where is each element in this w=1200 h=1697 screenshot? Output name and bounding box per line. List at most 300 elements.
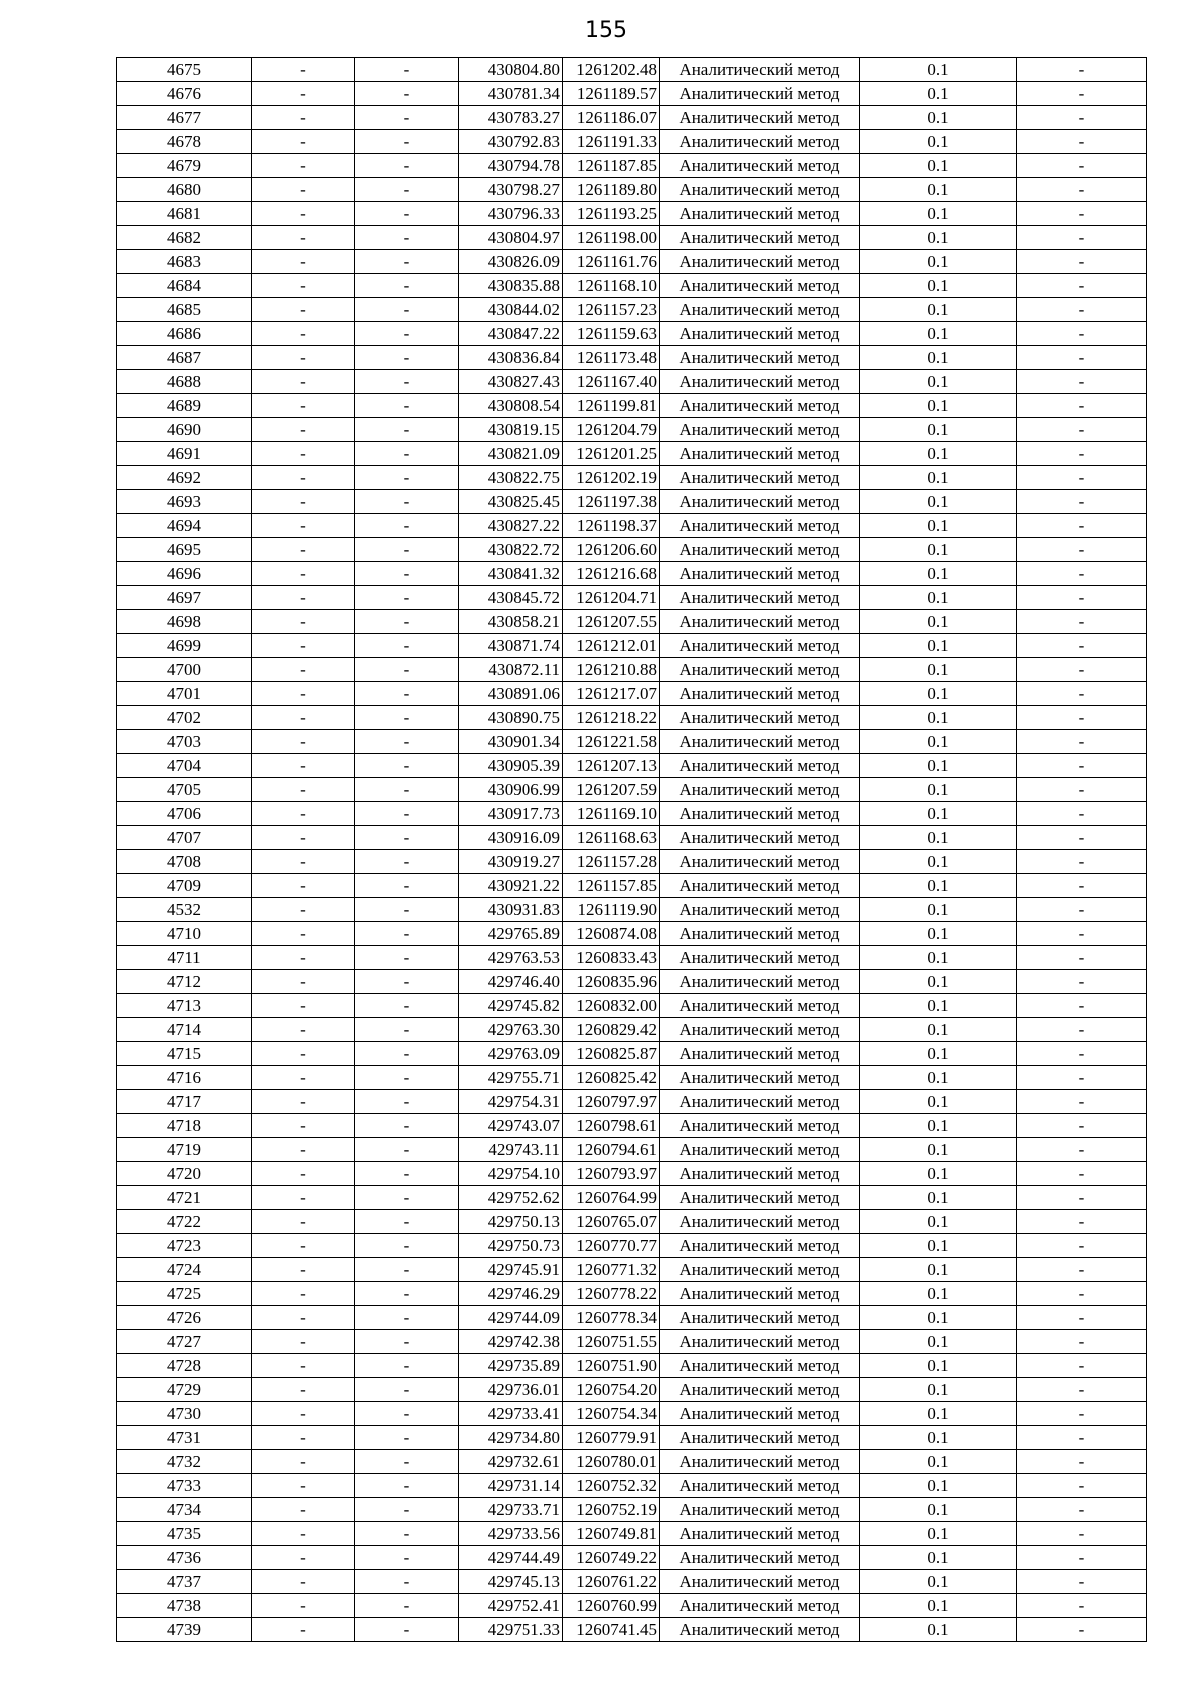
table-row <box>117 802 1147 826</box>
method-cell: Аналитический метод <box>660 1090 860 1114</box>
x-coordinate-cell: 429744.49 <box>459 1546 563 1570</box>
y-coordinate-cell: 1261204.71 <box>563 586 660 610</box>
note-cell: - <box>1017 58 1147 82</box>
y-coordinate-cell: 1260751.55 <box>563 1330 660 1354</box>
y-coordinate-cell: 1260749.81 <box>563 1522 660 1546</box>
y-coordinate-cell: 1261169.10 <box>563 802 660 826</box>
x-coordinate-cell: 430847.22 <box>459 322 563 346</box>
x-coordinate-cell: 430901.34 <box>459 730 563 754</box>
dash-cell: - <box>355 370 459 394</box>
table-row <box>117 418 1147 442</box>
dash-cell: - <box>252 58 355 82</box>
point-id-cell: 4705 <box>117 778 252 802</box>
x-coordinate-cell: 429744.09 <box>459 1306 563 1330</box>
x-coordinate-cell: 429752.62 <box>459 1186 563 1210</box>
precision-cell: 0.1 <box>860 826 1017 850</box>
dash-cell: - <box>355 1258 459 1282</box>
note-cell: - <box>1017 322 1147 346</box>
precision-cell: 0.1 <box>860 802 1017 826</box>
note-cell: - <box>1017 730 1147 754</box>
precision-cell: 0.1 <box>860 1330 1017 1354</box>
dash-cell: - <box>252 706 355 730</box>
method-cell: Аналитический метод <box>660 1138 860 1162</box>
dash-cell: - <box>355 1306 459 1330</box>
y-coordinate-cell: 1261204.79 <box>563 418 660 442</box>
x-coordinate-cell: 430819.15 <box>459 418 563 442</box>
note-cell: - <box>1017 1522 1147 1546</box>
point-id-cell: 4710 <box>117 922 252 946</box>
precision-cell: 0.1 <box>860 58 1017 82</box>
precision-cell: 0.1 <box>860 1354 1017 1378</box>
x-coordinate-cell: 430872.11 <box>459 658 563 682</box>
method-cell: Аналитический метод <box>660 658 860 682</box>
point-id-cell: 4729 <box>117 1378 252 1402</box>
precision-cell: 0.1 <box>860 658 1017 682</box>
table-row <box>117 1186 1147 1210</box>
dash-cell: - <box>355 178 459 202</box>
table-row <box>117 1234 1147 1258</box>
dash-cell: - <box>252 850 355 874</box>
dash-cell: - <box>355 1474 459 1498</box>
method-cell: Аналитический метод <box>660 154 860 178</box>
dash-cell: - <box>252 1570 355 1594</box>
point-id-cell: 4682 <box>117 226 252 250</box>
dash-cell: - <box>252 274 355 298</box>
y-coordinate-cell: 1260741.45 <box>563 1618 660 1642</box>
table-row <box>117 466 1147 490</box>
precision-cell: 0.1 <box>860 1162 1017 1186</box>
table-row <box>117 754 1147 778</box>
point-id-cell: 4693 <box>117 490 252 514</box>
point-id-cell: 4681 <box>117 202 252 226</box>
precision-cell: 0.1 <box>860 106 1017 130</box>
y-coordinate-cell: 1261199.81 <box>563 394 660 418</box>
table-row <box>117 1042 1147 1066</box>
dash-cell: - <box>355 1186 459 1210</box>
table-row <box>117 1546 1147 1570</box>
table-row <box>117 634 1147 658</box>
dash-cell: - <box>355 970 459 994</box>
point-id-cell: 4722 <box>117 1210 252 1234</box>
method-cell: Аналитический метод <box>660 490 860 514</box>
y-coordinate-cell: 1261186.07 <box>563 106 660 130</box>
note-cell: - <box>1017 754 1147 778</box>
page-number: 155 <box>585 18 627 43</box>
x-coordinate-cell: 430794.78 <box>459 154 563 178</box>
point-id-cell: 4738 <box>117 1594 252 1618</box>
method-cell: Аналитический метод <box>660 130 860 154</box>
precision-cell: 0.1 <box>860 178 1017 202</box>
x-coordinate-cell: 429735.89 <box>459 1354 563 1378</box>
dash-cell: - <box>252 1042 355 1066</box>
point-id-cell: 4718 <box>117 1114 252 1138</box>
table-row <box>117 586 1147 610</box>
note-cell: - <box>1017 1066 1147 1090</box>
precision-cell: 0.1 <box>860 322 1017 346</box>
note-cell: - <box>1017 82 1147 106</box>
point-id-cell: 4737 <box>117 1570 252 1594</box>
note-cell: - <box>1017 706 1147 730</box>
x-coordinate-cell: 429733.71 <box>459 1498 563 1522</box>
dash-cell: - <box>355 346 459 370</box>
note-cell: - <box>1017 538 1147 562</box>
point-id-cell: 4721 <box>117 1186 252 1210</box>
precision-cell: 0.1 <box>860 1618 1017 1642</box>
dash-cell: - <box>252 1594 355 1618</box>
y-coordinate-cell: 1261198.37 <box>563 514 660 538</box>
note-cell: - <box>1017 802 1147 826</box>
x-coordinate-cell: 429751.33 <box>459 1618 563 1642</box>
note-cell: - <box>1017 106 1147 130</box>
note-cell: - <box>1017 1306 1147 1330</box>
x-coordinate-cell: 430836.84 <box>459 346 563 370</box>
method-cell: Аналитический метод <box>660 634 860 658</box>
method-cell: Аналитический метод <box>660 1618 860 1642</box>
y-coordinate-cell: 1260829.42 <box>563 1018 660 1042</box>
point-id-cell: 4694 <box>117 514 252 538</box>
dash-cell: - <box>355 1114 459 1138</box>
point-id-cell: 4708 <box>117 850 252 874</box>
precision-cell: 0.1 <box>860 682 1017 706</box>
note-cell: - <box>1017 1162 1147 1186</box>
method-cell: Аналитический метод <box>660 1306 860 1330</box>
point-id-cell: 4712 <box>117 970 252 994</box>
x-coordinate-cell: 429763.09 <box>459 1042 563 1066</box>
method-cell: Аналитический метод <box>660 514 860 538</box>
note-cell: - <box>1017 610 1147 634</box>
point-id-cell: 4734 <box>117 1498 252 1522</box>
table-row <box>117 394 1147 418</box>
y-coordinate-cell: 1261212.01 <box>563 634 660 658</box>
table-row <box>117 58 1147 82</box>
y-coordinate-cell: 1261216.68 <box>563 562 660 586</box>
dash-cell: - <box>252 394 355 418</box>
note-cell: - <box>1017 1474 1147 1498</box>
dash-cell: - <box>355 682 459 706</box>
point-id-cell: 4720 <box>117 1162 252 1186</box>
method-cell: Аналитический метод <box>660 1330 860 1354</box>
method-cell: Аналитический метод <box>660 1402 860 1426</box>
x-coordinate-cell: 430798.27 <box>459 178 563 202</box>
x-coordinate-cell: 429733.41 <box>459 1402 563 1426</box>
dash-cell: - <box>355 730 459 754</box>
note-cell: - <box>1017 1138 1147 1162</box>
table-row <box>117 1258 1147 1282</box>
x-coordinate-cell: 429765.89 <box>459 922 563 946</box>
dash-cell: - <box>252 1498 355 1522</box>
x-coordinate-cell: 429754.10 <box>459 1162 563 1186</box>
y-coordinate-cell: 1260752.19 <box>563 1498 660 1522</box>
point-id-cell: 4676 <box>117 82 252 106</box>
precision-cell: 0.1 <box>860 562 1017 586</box>
y-coordinate-cell: 1260798.61 <box>563 1114 660 1138</box>
dash-cell: - <box>252 1330 355 1354</box>
dash-cell: - <box>252 1546 355 1570</box>
dash-cell: - <box>355 1618 459 1642</box>
x-coordinate-cell: 429750.73 <box>459 1234 563 1258</box>
dash-cell: - <box>252 82 355 106</box>
y-coordinate-cell: 1261202.19 <box>563 466 660 490</box>
dash-cell: - <box>252 1522 355 1546</box>
method-cell: Аналитический метод <box>660 730 860 754</box>
method-cell: Аналитический метод <box>660 922 860 946</box>
x-coordinate-cell: 429754.31 <box>459 1090 563 1114</box>
method-cell: Аналитический метод <box>660 82 860 106</box>
precision-cell: 0.1 <box>860 346 1017 370</box>
dash-cell: - <box>355 1402 459 1426</box>
y-coordinate-cell: 1261191.33 <box>563 130 660 154</box>
y-coordinate-cell: 1260765.07 <box>563 1210 660 1234</box>
method-cell: Аналитический метод <box>660 706 860 730</box>
precision-cell: 0.1 <box>860 226 1017 250</box>
note-cell: - <box>1017 418 1147 442</box>
point-id-cell: 4680 <box>117 178 252 202</box>
dash-cell: - <box>355 298 459 322</box>
dash-cell: - <box>252 658 355 682</box>
x-coordinate-cell: 430821.09 <box>459 442 563 466</box>
dash-cell: - <box>355 826 459 850</box>
dash-cell: - <box>355 1570 459 1594</box>
dash-cell: - <box>252 1186 355 1210</box>
x-coordinate-cell: 430845.72 <box>459 586 563 610</box>
precision-cell: 0.1 <box>860 778 1017 802</box>
note-cell: - <box>1017 1282 1147 1306</box>
note-cell: - <box>1017 1570 1147 1594</box>
point-id-cell: 4683 <box>117 250 252 274</box>
y-coordinate-cell: 1261168.10 <box>563 274 660 298</box>
x-coordinate-cell: 430783.27 <box>459 106 563 130</box>
y-coordinate-cell: 1261197.38 <box>563 490 660 514</box>
method-cell: Аналитический метод <box>660 466 860 490</box>
x-coordinate-cell: 430827.43 <box>459 370 563 394</box>
dash-cell: - <box>252 634 355 658</box>
note-cell: - <box>1017 490 1147 514</box>
point-id-cell: 4684 <box>117 274 252 298</box>
dash-cell: - <box>252 922 355 946</box>
y-coordinate-cell: 1261167.40 <box>563 370 660 394</box>
x-coordinate-cell: 429743.11 <box>459 1138 563 1162</box>
x-coordinate-cell: 429745.91 <box>459 1258 563 1282</box>
precision-cell: 0.1 <box>860 634 1017 658</box>
y-coordinate-cell: 1261202.48 <box>563 58 660 82</box>
table-row <box>117 1138 1147 1162</box>
point-id-cell: 4709 <box>117 874 252 898</box>
y-coordinate-cell: 1260825.42 <box>563 1066 660 1090</box>
method-cell: Аналитический метод <box>660 442 860 466</box>
y-coordinate-cell: 1260770.77 <box>563 1234 660 1258</box>
dash-cell: - <box>252 490 355 514</box>
precision-cell: 0.1 <box>860 418 1017 442</box>
dash-cell: - <box>252 106 355 130</box>
note-cell: - <box>1017 1378 1147 1402</box>
point-id-cell: 4678 <box>117 130 252 154</box>
dash-cell: - <box>355 58 459 82</box>
point-id-cell: 4724 <box>117 1258 252 1282</box>
method-cell: Аналитический метод <box>660 850 860 874</box>
x-coordinate-cell: 430919.27 <box>459 850 563 874</box>
x-coordinate-cell: 429746.29 <box>459 1282 563 1306</box>
table-row <box>117 1210 1147 1234</box>
dash-cell: - <box>355 1594 459 1618</box>
x-coordinate-cell: 430931.83 <box>459 898 563 922</box>
precision-cell: 0.1 <box>860 442 1017 466</box>
y-coordinate-cell: 1260754.20 <box>563 1378 660 1402</box>
precision-cell: 0.1 <box>860 274 1017 298</box>
x-coordinate-cell: 430835.88 <box>459 274 563 298</box>
method-cell: Аналитический метод <box>660 994 860 1018</box>
point-id-cell: 4735 <box>117 1522 252 1546</box>
dash-cell: - <box>252 538 355 562</box>
dash-cell: - <box>355 898 459 922</box>
note-cell: - <box>1017 466 1147 490</box>
table-row <box>117 1522 1147 1546</box>
x-coordinate-cell: 430917.73 <box>459 802 563 826</box>
y-coordinate-cell: 1261218.22 <box>563 706 660 730</box>
dash-cell: - <box>355 1354 459 1378</box>
table-row <box>117 1570 1147 1594</box>
precision-cell: 0.1 <box>860 1402 1017 1426</box>
point-id-cell: 4731 <box>117 1426 252 1450</box>
point-id-cell: 4677 <box>117 106 252 130</box>
x-coordinate-cell: 429752.41 <box>459 1594 563 1618</box>
table-row <box>117 658 1147 682</box>
method-cell: Аналитический метод <box>660 1354 860 1378</box>
point-id-cell: 4532 <box>117 898 252 922</box>
method-cell: Аналитический метод <box>660 1018 860 1042</box>
table-row <box>117 730 1147 754</box>
x-coordinate-cell: 430822.72 <box>459 538 563 562</box>
y-coordinate-cell: 1261207.13 <box>563 754 660 778</box>
note-cell: - <box>1017 1354 1147 1378</box>
precision-cell: 0.1 <box>860 1186 1017 1210</box>
method-cell: Аналитический метод <box>660 1546 860 1570</box>
note-cell: - <box>1017 778 1147 802</box>
precision-cell: 0.1 <box>860 490 1017 514</box>
dash-cell: - <box>355 1018 459 1042</box>
method-cell: Аналитический метод <box>660 1570 860 1594</box>
method-cell: Аналитический метод <box>660 754 860 778</box>
note-cell: - <box>1017 898 1147 922</box>
dash-cell: - <box>355 802 459 826</box>
method-cell: Аналитический метод <box>660 1282 860 1306</box>
precision-cell: 0.1 <box>860 922 1017 946</box>
dash-cell: - <box>252 946 355 970</box>
table-row <box>117 1450 1147 1474</box>
note-cell: - <box>1017 874 1147 898</box>
y-coordinate-cell: 1260780.01 <box>563 1450 660 1474</box>
dash-cell: - <box>355 202 459 226</box>
table-row <box>117 610 1147 634</box>
y-coordinate-cell: 1261207.55 <box>563 610 660 634</box>
precision-cell: 0.1 <box>860 1018 1017 1042</box>
x-coordinate-cell: 429731.14 <box>459 1474 563 1498</box>
y-coordinate-cell: 1260754.34 <box>563 1402 660 1426</box>
precision-cell: 0.1 <box>860 1306 1017 1330</box>
dash-cell: - <box>252 466 355 490</box>
table-row <box>117 1018 1147 1042</box>
method-cell: Аналитический метод <box>660 1498 860 1522</box>
note-cell: - <box>1017 250 1147 274</box>
table-row <box>117 922 1147 946</box>
y-coordinate-cell: 1261210.88 <box>563 658 660 682</box>
dash-cell: - <box>252 298 355 322</box>
point-id-cell: 4686 <box>117 322 252 346</box>
note-cell: - <box>1017 442 1147 466</box>
y-coordinate-cell: 1260778.22 <box>563 1282 660 1306</box>
dash-cell: - <box>252 226 355 250</box>
note-cell: - <box>1017 658 1147 682</box>
precision-cell: 0.1 <box>860 298 1017 322</box>
dash-cell: - <box>252 1114 355 1138</box>
table-row <box>117 1162 1147 1186</box>
x-coordinate-cell: 430822.75 <box>459 466 563 490</box>
dash-cell: - <box>355 106 459 130</box>
dash-cell: - <box>252 178 355 202</box>
point-id-cell: 4698 <box>117 610 252 634</box>
dash-cell: - <box>252 1210 355 1234</box>
dash-cell: - <box>252 874 355 898</box>
table-row <box>117 1498 1147 1522</box>
table-row <box>117 682 1147 706</box>
dash-cell: - <box>252 1354 355 1378</box>
note-cell: - <box>1017 1114 1147 1138</box>
note-cell: - <box>1017 1450 1147 1474</box>
point-id-cell: 4717 <box>117 1090 252 1114</box>
dash-cell: - <box>355 1042 459 1066</box>
y-coordinate-cell: 1261119.90 <box>563 898 660 922</box>
precision-cell: 0.1 <box>860 1498 1017 1522</box>
point-id-cell: 4733 <box>117 1474 252 1498</box>
method-cell: Аналитический метод <box>660 1594 860 1618</box>
note-cell: - <box>1017 1090 1147 1114</box>
method-cell: Аналитический метод <box>660 1450 860 1474</box>
precision-cell: 0.1 <box>860 1474 1017 1498</box>
table-row <box>117 106 1147 130</box>
method-cell: Аналитический метод <box>660 826 860 850</box>
x-coordinate-cell: 430827.22 <box>459 514 563 538</box>
method-cell: Аналитический метод <box>660 1042 860 1066</box>
dash-cell: - <box>252 346 355 370</box>
x-coordinate-cell: 429745.82 <box>459 994 563 1018</box>
y-coordinate-cell: 1261157.23 <box>563 298 660 322</box>
dash-cell: - <box>252 610 355 634</box>
table-row <box>117 1114 1147 1138</box>
x-coordinate-cell: 430804.80 <box>459 58 563 82</box>
table-row <box>117 154 1147 178</box>
table-row <box>117 250 1147 274</box>
point-id-cell: 4715 <box>117 1042 252 1066</box>
note-cell: - <box>1017 682 1147 706</box>
note-cell: - <box>1017 202 1147 226</box>
point-id-cell: 4723 <box>117 1234 252 1258</box>
table-row <box>117 946 1147 970</box>
dash-cell: - <box>355 706 459 730</box>
precision-cell: 0.1 <box>860 1066 1017 1090</box>
table-row <box>117 1594 1147 1618</box>
precision-cell: 0.1 <box>860 1282 1017 1306</box>
precision-cell: 0.1 <box>860 994 1017 1018</box>
precision-cell: 0.1 <box>860 874 1017 898</box>
dash-cell: - <box>355 754 459 778</box>
note-cell: - <box>1017 226 1147 250</box>
dash-cell: - <box>252 970 355 994</box>
x-coordinate-cell: 429733.56 <box>459 1522 563 1546</box>
table-row <box>117 994 1147 1018</box>
dash-cell: - <box>355 562 459 586</box>
table-row <box>117 898 1147 922</box>
y-coordinate-cell: 1260833.43 <box>563 946 660 970</box>
point-id-cell: 4713 <box>117 994 252 1018</box>
